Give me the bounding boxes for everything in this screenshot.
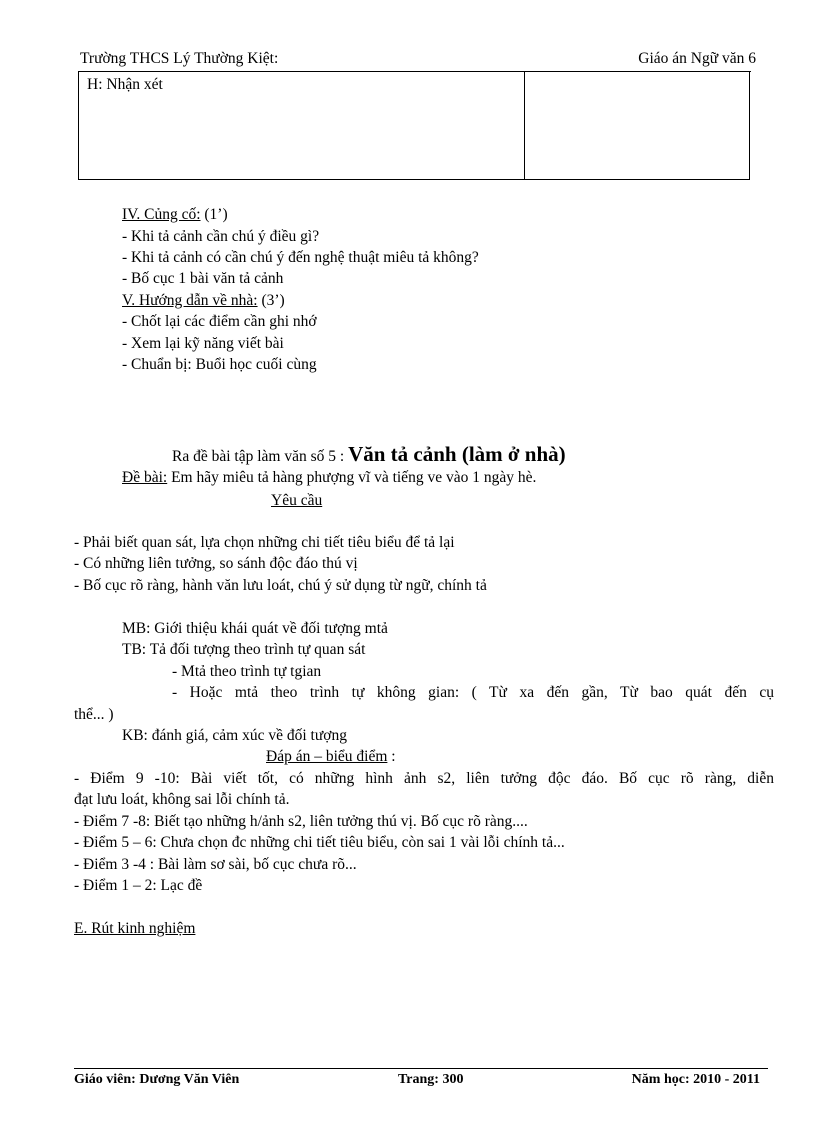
grading-heading: Đáp án – biểu điểm	[266, 748, 388, 765]
outline-mb: MB: Giới thiệu khái quát về đối tượng mtả	[122, 620, 388, 637]
footer-page-number: Trang: 300	[398, 1072, 464, 1087]
header-school: Trường THCS Lý Thường Kiệt:	[80, 50, 279, 67]
table-divider	[524, 72, 525, 179]
homework-item: - Xem lại kỹ năng viết bài	[122, 335, 284, 352]
requirement-item: - Phải biết quan sát, lựa chọn những chi tiết tiêu biểu để tả lại	[74, 534, 455, 551]
assignment-title-line	[172, 442, 566, 467]
requirements-heading: Yêu cầu	[271, 492, 323, 509]
grading-heading-suffix: :	[387, 748, 396, 765]
grading-line-cont: đạt lưu loát, không sai lỗi chính tả.	[74, 791, 290, 808]
assignment-prompt-text: Em hãy miêu tả hàng phượng vĩ và tiếng ve vào 1 ngày hè.	[167, 469, 537, 486]
outline-tb-sub2-cont: thể... )	[74, 706, 114, 723]
header-subject: Giáo án Ngữ văn 6	[638, 50, 756, 67]
consolidation-item: - Khi tả cảnh cần chú ý điều gì?	[122, 228, 320, 245]
consolidation-item: - Khi tả cảnh có cần chú ý đến nghệ thuật miêu tả không?	[122, 249, 479, 266]
requirement-item: - Có những liên tưởng, so sánh độc đáo thú vị	[74, 555, 358, 572]
consolidation-item: - Bố cục 1 bài văn tả cảnh	[122, 270, 284, 287]
homework-duration: (3’)	[257, 292, 285, 309]
assignment-intro: Ra đề bài tập làm văn số 5 :	[172, 448, 349, 465]
homework-heading: V. Hướng dẫn về nhà:	[122, 292, 258, 309]
consolidation-heading-line	[122, 206, 228, 224]
outline-tb-sub1: - Mtả theo trình tự tgian	[172, 663, 322, 680]
reflection-heading: E. Rút kinh nghiệm	[74, 920, 196, 937]
assignment-title: Văn tả cảnh (làm ở nhà)	[348, 442, 566, 466]
homework-item: - Chốt lại các điểm cần ghi nhớ	[122, 313, 317, 330]
footer-rule	[74, 1068, 768, 1069]
assignment-prompt-line	[122, 469, 536, 487]
assignment-prompt-label: Đề bài:	[122, 469, 168, 486]
consolidation-duration: (1’)	[200, 206, 228, 223]
outline-tb: TB: Tả đối tượng theo trình tự quan sát	[122, 641, 366, 658]
grading-line: - Điểm 7 -8: Biết tạo những h/ảnh s2, liên tưởng thú vị. Bố cục rõ ràng....	[74, 813, 528, 830]
table-cell-left: H: Nhận xét	[87, 76, 163, 93]
consolidation-heading: IV. Củng cố:	[122, 206, 201, 223]
grading-line: - Điểm 1 – 2: Lạc đề	[74, 877, 203, 894]
requirement-item: - Bố cục rõ ràng, hành văn lưu loát, chú ý sử dụng từ ngữ, chính tả	[74, 577, 487, 594]
footer-school-year: Năm học: 2010 - 2011	[631, 1072, 760, 1087]
notes-table	[78, 72, 750, 180]
grading-line: - Điểm 3 -4 : Bài làm sơ sài, bố cục chưa rõ...	[74, 856, 357, 873]
outline-kb: KB: đánh giá, cảm xúc về đối tượng	[122, 727, 347, 744]
outline-tb-sub2: - Hoặc mtả theo trình tự không gian: ( Từ xa đến gần, Từ bao quát đến cụ	[172, 684, 774, 701]
grading-heading-line	[266, 748, 396, 766]
homework-item: - Chuẩn bị: Buổi học cuối cùng	[122, 356, 317, 373]
footer-teacher: Giáo viên: Dương Văn Viên	[74, 1072, 240, 1087]
grading-line: - Điểm 5 – 6: Chưa chọn đc những chi tiết tiêu biểu, còn sai 1 vài lỗi chính tả...	[74, 834, 565, 851]
grading-line: - Điểm 9 -10: Bài viết tốt, có những hình ảnh s2, liên tưởng độc đáo. Bố cục rõ ràng, diễn	[74, 770, 774, 787]
homework-heading-line	[122, 292, 285, 310]
